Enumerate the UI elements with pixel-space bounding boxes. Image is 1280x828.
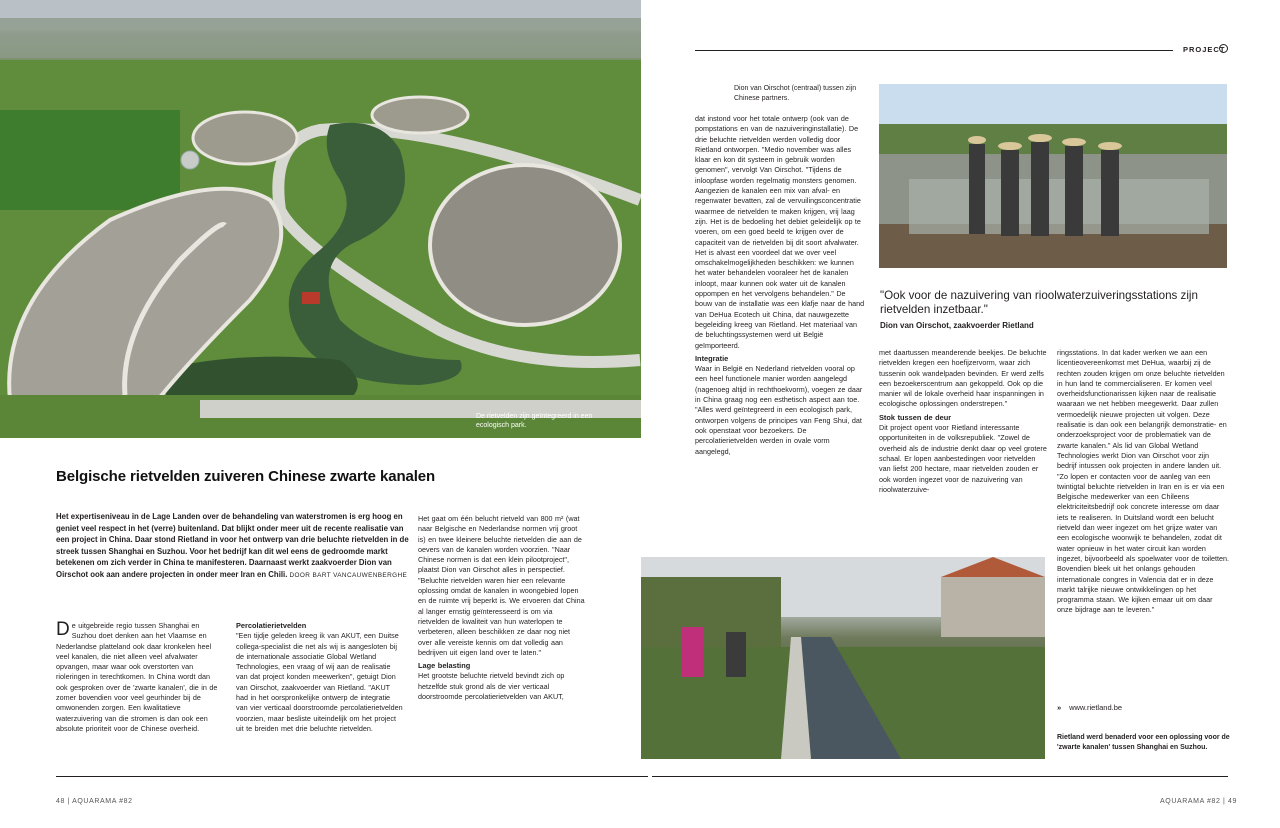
website-link[interactable] [1057, 703, 1122, 712]
subheading-integratie: Integratie [695, 353, 729, 363]
aerial-photo-illustration [0, 0, 641, 438]
arrow-icon: » [1057, 703, 1062, 712]
footer-page-left: 48 | AQUARAMA #82 [56, 798, 133, 805]
column-4-paragraph-1: dat instond voor het totale ontwerp (ook van de pompstations en van de nazuiveringinstallatie). De drie beluchte rietvelden werden volledig door Rietland ontworpen. "Medio november was alles klaar en kon dit systeem in gebruik worden genomen", vervolgt Van Oirschot. "Tijdens de inloopfase worden regelmatig monsters genomen. Aangezien de kanalen een mix van afval- en regenwater bevatten, zal de vervuilingsconcentratie waarmee de rietvelden te maken krijgen, vrij laag zijn. Het is de bedoeling het debiet geleidelijk op te voeren, om een goed beeld te krijgen over de capaciteit van de rietvelden bij dit soort afvalwater. Het is alvast een voordeel dat we over veel omschakelmogelijkheden beschikken: we kunnen het water behandelen vooraleer het de kanalen inloopt, maar kunnen ook water uit de kanalen oppompen en het vervolgens behandelen." De bouw van de installatie was een klafje naar de hand van DeHua Ecotech uit China, dat nauwgezette begeleiding kreeg van Rietland. Het materiaal van de beluchtingssystemen werd uit België geïmporteerd. [695, 114, 865, 350]
footer-rule-right [652, 776, 1228, 777]
column-4 [695, 114, 865, 457]
section-label: PROJECT [1183, 45, 1226, 54]
intro-text: Het expertiseniveau in de Lage Landen over de behandeling van waterstromen is erg hoog en geniet veel respect in het (verre) buitenland. Dat blijkt onder meer uit de recente realisatie van een project in China. Daar stond Rietland in voor het ontwerp van drie beluchte rietvelden in de streek tussen Shanghai en Suzhou. Voor het bedrijf kan dit wel eens de gedroomde markt betekenen om zich verder in China te manifesteren. Daarnaast werkt zaakvoerder Dion van Oirschot ook aan andere projecten in onder meer Iran en Chili. [56, 512, 409, 579]
column-2-paragraph: "Een tijdje geleden kreeg ik van AKUT, een Duitse collega-specialist die net als wij is aangesloten bij de internationale associatie Global Wetland Technologies, een vraag of wij aan de realisatie van dat project konden meewerken", getuigt Dion van Oirschot, zaakvoerder van Rietland. "AKUT had in het oorspronkelijke ontwerp de integratie van vier verticaal doorstroomde percolatierietvelden voorzien, maar besliste uiteindelijk om het project uit te breiden met drie beluchte rietvelden. [236, 631, 403, 733]
article-intro [56, 511, 416, 582]
column-4-paragraph-2: Waar in België en Nederland rietvelden vooral op een heel functionele manier worden aangelegd (nagenoeg altijd in rechthoekvorm), voegen ze daar in China graag nog een esthetisch aspect aan toe. "Alles werd geïntegreerd in een ecologisch park, ontworpen volgens de principes van Feng Shui, dat ook openstaat voor bezoekers. De percolatierietvelden werden in ovale vorm aangelegd, [695, 364, 863, 456]
article-headline: Belgische rietvelden zuiveren Chinese zwarte kanalen [56, 468, 436, 485]
column-5-paragraph-2: Dit project opent voor Rietland interessante opportuniteiten in de volksrepubliek. "Zowel de overheid als de industrie denkt daar op veel grotere schaal. Er lopen aanbestedingen voor rietvelden van liefst 200 hectare, maar rietvelden zouden er ook worden ingezet voor de nazuivering van rioolwaterzuive- [879, 423, 1047, 494]
canal-photo [641, 557, 1045, 759]
column-1-paragraph: e uitgebreide regio tussen Shanghai en Suzhou doet denken aan het Vlaamse en Nederlandse platteland ook daar kronkelen heel veel kanalen, die niet alleen veel afvalwater opvangen, maar waar ook overstorten van rioleringen in terechtkomen. In China wordt dan ook gesproken over de 'zwarte kanalen', die in de zomer bovendien voor veel geurhinder bij de omwonenden zorgen. Een kwalitatieve waterzuivering van die stromen is dan ook een absolute prioriteit voor de Chinese overheid. [56, 621, 218, 733]
column-5 [879, 348, 1047, 495]
header-rule [695, 50, 1173, 51]
footer-rule-left [56, 776, 648, 777]
column-3-paragraph-2: Het grootste beluchte rietveld bevindt zich op hetzelfde stuk grond als de vier verticaal doorstroomde percolatierietvelden van AKUT, [418, 671, 565, 702]
website-url[interactable]: www.rietland.be [1069, 703, 1123, 712]
column-6-paragraph: ringsstations. In dat kader werken we aan een licentieovereenkomst met DeHua, waarbij zij de rechten zouden krijgen om onze beluchte rietvelden in hun land te commercialiseren. Er komen veel overheidsfunctionarissen kijken naar de realisatie waaraan we net hebben meegewerkt. Daar zullen vermoedelijk nieuwe projecten uit volgen. Deze realisatie is dan ook een belangrijk demonstratie- en onderzoeksproject voor de problematiek van de zwarte kanalen." Als lid van Global Wetland Technologies werkt Dion van Oirschot voor zijn bedrijf intussen ook projecten in andere landen uit. "Zo lopen er contacten voor de aanleg van een twintigtal beluchte rietvelden in Iran en is er via een Belgische medewerker van een Chileens elektriciteitsbedrijf ook concrete interesse om daar iets te realiseren. In Duitsland wordt een belucht rietveld dan weer ingezet om het grijze water van een ecologische woonwijk te behandelen, zodat dit water opnieuw in het water circuit kan worden ingezet, bijvoorbeeld als spoelwater voor de toiletten. Bovendien bleek uit het onlangs gehouden internationale congres in Valencia dat er in deze markt talrijke nieuwe ontwikkelingen op het programma staan. We kijken ernaar uit om daar onze bijdrage aan te leveren." [1057, 348, 1230, 615]
pull-quote-attribution: Dion van Oirschot, zaakvoerder Rietland [880, 321, 1034, 330]
footer-page-right: AQUARAMA #82 | 49 [1160, 798, 1237, 805]
column-3 [418, 514, 586, 702]
section-logo-icon [1219, 44, 1228, 53]
canal-photo-caption: Rietland werd benaderd voor een oplossing voor de 'zwarte kanalen' tussen Shanghai en Suzhou. [1057, 734, 1230, 751]
byline: DOOR BART VANCAUWENBERGHE [289, 571, 408, 579]
subheading-percolatierietvelden: Percolatierietvelden [236, 621, 307, 630]
people-photo-caption: Dion van Oirschot (centraal) tussen zijn Chinese partners. [734, 85, 857, 102]
column-5-paragraph-1: met daartussen meanderende beekjes. De beluchte rietvelden kregen een hoefijzervorm, waar zich tussenin ook wandelpaden bevinden. Er werd zelfs een bezoekerscentrum aan gekoppeld. Ook op die manier wil de lokale overheid haar inspanningen in ecologische oplossingen onderstrepen." [879, 348, 1047, 409]
column-2 [236, 621, 404, 734]
canal-photo-illustration [641, 557, 1045, 759]
people-photo [879, 84, 1227, 268]
pull-quote: "Ook voor de nazuivering van rioolwaterzuiveringsstations zijn rietvelden inzetbaar." [880, 289, 1198, 316]
subheading-lage-belasting: Lage belasting [418, 661, 471, 671]
aerial-photo-reed-beds [0, 0, 641, 438]
aerial-photo-caption: De rietvelden zijn geïntegreerd in een ecologisch park. [476, 413, 593, 429]
dropcap: D [56, 619, 70, 640]
column-1 [56, 621, 224, 734]
column-3-paragraph-1: Het gaat om één belucht rietveld van 800 m² (wat naar Belgische en Nederlandse normen vrij groot is) en twee kleinere beluchte rietvelden die aan de oevers van de kanalen worden voorzien. "Naar Chinese normen is dat een klein pilootproject", plaatst Dion van Oirschot alles in perspectief. "Beluchte rietvelden waren hier een relevante oplossing omdat de kanalen in woongebied lopen en de ruimte vrij beperkt is. We ervoeren dat China al langer ernstig geïnteresseerd is om via rietvelden de kwaliteit van hun waterlopen te verbeteren, alleen beschikken ze daar nog niet over alle vereiste kennis om dat volledig aan bedrijven uit eigen land over te laten." [418, 514, 585, 657]
people-photo-illustration [879, 84, 1227, 268]
column-6 [1057, 348, 1229, 616]
subheading-stok-tussen-de-deur: Stok tussen de deur [879, 412, 952, 422]
